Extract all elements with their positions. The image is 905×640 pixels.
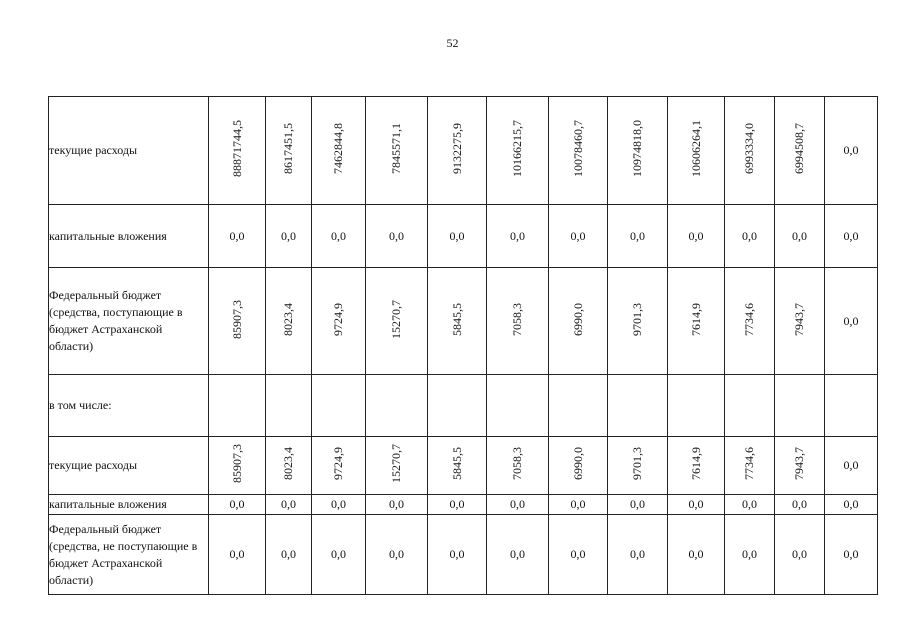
cell-value: 0,0 bbox=[449, 497, 465, 511]
value-cell bbox=[487, 97, 549, 205]
value-cell bbox=[825, 205, 878, 268]
value-cell bbox=[487, 268, 549, 375]
value-cell bbox=[366, 205, 428, 268]
including-row bbox=[49, 375, 878, 437]
value-cell bbox=[428, 375, 487, 437]
cell-value: 0,0 bbox=[570, 497, 586, 511]
current-expenses-row bbox=[49, 97, 878, 205]
cell-value: 0,0 bbox=[389, 547, 404, 561]
cell-value: 5845,5 bbox=[449, 447, 464, 480]
value-cell bbox=[775, 268, 825, 375]
cell-value: 9701,3 bbox=[630, 447, 644, 480]
value-cell bbox=[825, 97, 878, 205]
cell-value: 0,0 bbox=[843, 313, 859, 328]
value-cell bbox=[725, 268, 775, 375]
value-cell bbox=[725, 515, 775, 595]
cell-value: 85907,3 bbox=[229, 444, 244, 483]
cell-value: 0,0 bbox=[229, 547, 245, 561]
value-cell bbox=[428, 437, 487, 495]
cell-value: 7058,3 bbox=[510, 447, 524, 480]
value-cell bbox=[366, 268, 428, 375]
value-cell bbox=[775, 205, 825, 268]
cell-value: 0,0 bbox=[792, 497, 807, 511]
value-cell bbox=[266, 205, 312, 268]
value-cell bbox=[725, 437, 775, 495]
value-cell bbox=[549, 515, 608, 595]
value-cell bbox=[366, 97, 428, 205]
value-cell bbox=[266, 495, 312, 515]
value-cell bbox=[608, 97, 668, 205]
value-cell bbox=[366, 515, 428, 595]
value-cell bbox=[668, 205, 725, 268]
cell-value: 0,0 bbox=[688, 497, 704, 511]
value-cell bbox=[549, 205, 608, 268]
cell-value: 7614,9 bbox=[688, 302, 703, 336]
page-number: 52 bbox=[446, 36, 459, 50]
value-cell bbox=[209, 268, 266, 375]
cell-value: 0,0 bbox=[389, 228, 404, 243]
value-cell bbox=[668, 515, 725, 595]
value-cell bbox=[428, 495, 487, 515]
value-cell bbox=[487, 375, 549, 437]
value-cell bbox=[608, 515, 668, 595]
cell-value: 0,0 bbox=[742, 547, 757, 561]
value-cell bbox=[366, 437, 428, 495]
value-cell bbox=[608, 205, 668, 268]
cell-value: 15270,7 bbox=[389, 299, 403, 339]
row-label: в том числе: bbox=[49, 375, 209, 437]
value-cell bbox=[725, 495, 775, 515]
cell-value: 6990,0 bbox=[570, 447, 585, 480]
cell-value: 7614,9 bbox=[688, 447, 703, 480]
value-cell bbox=[825, 515, 878, 595]
value-cell bbox=[209, 97, 266, 205]
cell-value: 0,0 bbox=[331, 547, 346, 561]
value-cell bbox=[825, 375, 878, 437]
value-cell bbox=[428, 205, 487, 268]
cell-value: 0,0 bbox=[449, 228, 465, 243]
value-cell bbox=[725, 97, 775, 205]
cell-value: 9701,3 bbox=[630, 302, 644, 336]
cell-value: 0,0 bbox=[570, 547, 586, 561]
value-cell bbox=[266, 437, 312, 495]
value-cell bbox=[266, 97, 312, 205]
row-label: текущие расходы bbox=[49, 437, 209, 495]
value-cell bbox=[312, 375, 366, 437]
cell-value: 0,0 bbox=[792, 547, 807, 561]
cell-value: 0,0 bbox=[331, 497, 346, 511]
value-cell bbox=[668, 437, 725, 495]
cell-value: 0,0 bbox=[630, 228, 645, 243]
cell-value: 0,0 bbox=[742, 497, 757, 511]
cell-value: 10974818,0 bbox=[630, 120, 644, 177]
cell-value: 6993334,0 bbox=[742, 123, 756, 174]
value-cell bbox=[209, 437, 266, 495]
value-cell bbox=[487, 205, 549, 268]
value-cell bbox=[775, 375, 825, 437]
capital-investments-row bbox=[49, 205, 878, 268]
cell-value: 0,0 bbox=[843, 547, 859, 561]
value-cell bbox=[608, 437, 668, 495]
value-cell bbox=[668, 495, 725, 515]
budget-table bbox=[48, 96, 878, 595]
cell-value: 0,0 bbox=[449, 547, 465, 561]
cell-value: 7734,6 bbox=[742, 302, 756, 336]
row-label: Федеральный бюджет (средства, поступающие в бюджет Астраханской области) bbox=[49, 268, 209, 375]
cell-value: 5845,5 bbox=[449, 302, 464, 336]
cell-value: 0,0 bbox=[229, 497, 245, 511]
value-cell bbox=[312, 495, 366, 515]
value-cell bbox=[266, 375, 312, 437]
cell-value: 7058,3 bbox=[510, 302, 524, 336]
cell-value: 9724,9 bbox=[331, 302, 345, 336]
cell-value: 6990,0 bbox=[570, 302, 585, 336]
cell-value: 0,0 bbox=[688, 228, 704, 243]
value-cell bbox=[608, 268, 668, 375]
cell-value: 0,0 bbox=[792, 228, 807, 243]
cell-value: 9724,9 bbox=[331, 447, 345, 480]
value-cell bbox=[209, 495, 266, 515]
cell-value: 15270,7 bbox=[389, 444, 403, 483]
cell-value: 0,0 bbox=[229, 228, 245, 243]
cell-value: 8617451,5 bbox=[281, 123, 295, 174]
federal-budget-not-received-row bbox=[49, 515, 878, 595]
federal-current-expenses-row bbox=[49, 437, 878, 495]
value-cell bbox=[266, 268, 312, 375]
value-cell bbox=[312, 205, 366, 268]
value-cell bbox=[668, 97, 725, 205]
row-label: Федеральный бюджет (средства, не поступающие в бюджет Астраханской области) bbox=[49, 515, 209, 595]
cell-value: 0,0 bbox=[843, 228, 859, 243]
cell-value: 9132275,9 bbox=[449, 123, 464, 174]
cell-value: 0,0 bbox=[281, 497, 296, 511]
cell-value: 88871744,5 bbox=[229, 120, 244, 177]
value-cell bbox=[209, 205, 266, 268]
value-cell bbox=[428, 268, 487, 375]
cell-value: 0,0 bbox=[281, 547, 296, 561]
value-cell bbox=[775, 515, 825, 595]
value-cell bbox=[428, 515, 487, 595]
cell-value: 6994508,7 bbox=[792, 123, 806, 174]
cell-value: 8023,4 bbox=[281, 302, 295, 336]
value-cell bbox=[209, 375, 266, 437]
value-cell bbox=[775, 495, 825, 515]
cell-value: 0,0 bbox=[570, 228, 586, 243]
cell-value: 7943,7 bbox=[792, 302, 806, 336]
row-label: текущие расходы bbox=[49, 97, 209, 205]
value-cell bbox=[725, 205, 775, 268]
value-cell bbox=[549, 437, 608, 495]
federal-capital-investments-row bbox=[49, 495, 878, 515]
cell-value: 7462844,8 bbox=[331, 123, 345, 174]
value-cell bbox=[549, 375, 608, 437]
value-cell bbox=[487, 437, 549, 495]
value-cell bbox=[825, 495, 878, 515]
value-cell bbox=[312, 437, 366, 495]
cell-value: 0,0 bbox=[331, 228, 346, 243]
cell-value: 7734,6 bbox=[742, 447, 756, 480]
value-cell bbox=[312, 97, 366, 205]
value-cell bbox=[428, 97, 487, 205]
cell-value: 0,0 bbox=[742, 228, 757, 243]
value-cell bbox=[549, 97, 608, 205]
federal-budget-row bbox=[49, 268, 878, 375]
value-cell bbox=[825, 268, 878, 375]
cell-value: 0,0 bbox=[510, 228, 525, 243]
value-cell bbox=[825, 437, 878, 495]
value-cell bbox=[312, 268, 366, 375]
cell-value: 0,0 bbox=[510, 497, 525, 511]
cell-value: 0,0 bbox=[688, 547, 704, 561]
value-cell bbox=[487, 515, 549, 595]
value-cell bbox=[549, 268, 608, 375]
value-cell bbox=[549, 495, 608, 515]
cell-value: 7845571,1 bbox=[389, 123, 403, 174]
cell-value: 10078460,7 bbox=[570, 120, 585, 177]
cell-value: 0,0 bbox=[843, 497, 859, 511]
value-cell bbox=[608, 375, 668, 437]
value-cell bbox=[312, 515, 366, 595]
value-cell bbox=[775, 437, 825, 495]
cell-value: 0,0 bbox=[389, 497, 404, 511]
value-cell bbox=[266, 515, 312, 595]
cell-value: 0,0 bbox=[281, 228, 296, 243]
value-cell bbox=[668, 375, 725, 437]
cell-value: 10606264,1 bbox=[688, 120, 703, 177]
cell-value: 85907,3 bbox=[229, 299, 244, 339]
value-cell bbox=[487, 495, 549, 515]
cell-value: 0,0 bbox=[510, 547, 525, 561]
row-label: капитальные вложения bbox=[49, 495, 209, 515]
value-cell bbox=[209, 515, 266, 595]
value-cell bbox=[775, 97, 825, 205]
cell-value: 0,0 bbox=[843, 458, 859, 472]
row-label: капитальные вложения bbox=[49, 205, 209, 268]
value-cell bbox=[366, 495, 428, 515]
cell-value: 10166215,7 bbox=[510, 120, 524, 177]
value-cell bbox=[608, 495, 668, 515]
value-cell bbox=[725, 375, 775, 437]
cell-value: 0,0 bbox=[630, 547, 645, 561]
cell-value: 0,0 bbox=[630, 497, 645, 511]
cell-value: 8023,4 bbox=[281, 447, 295, 480]
value-cell bbox=[668, 268, 725, 375]
value-cell bbox=[366, 375, 428, 437]
cell-value: 7943,7 bbox=[792, 447, 806, 480]
cell-value: 0,0 bbox=[843, 143, 859, 157]
